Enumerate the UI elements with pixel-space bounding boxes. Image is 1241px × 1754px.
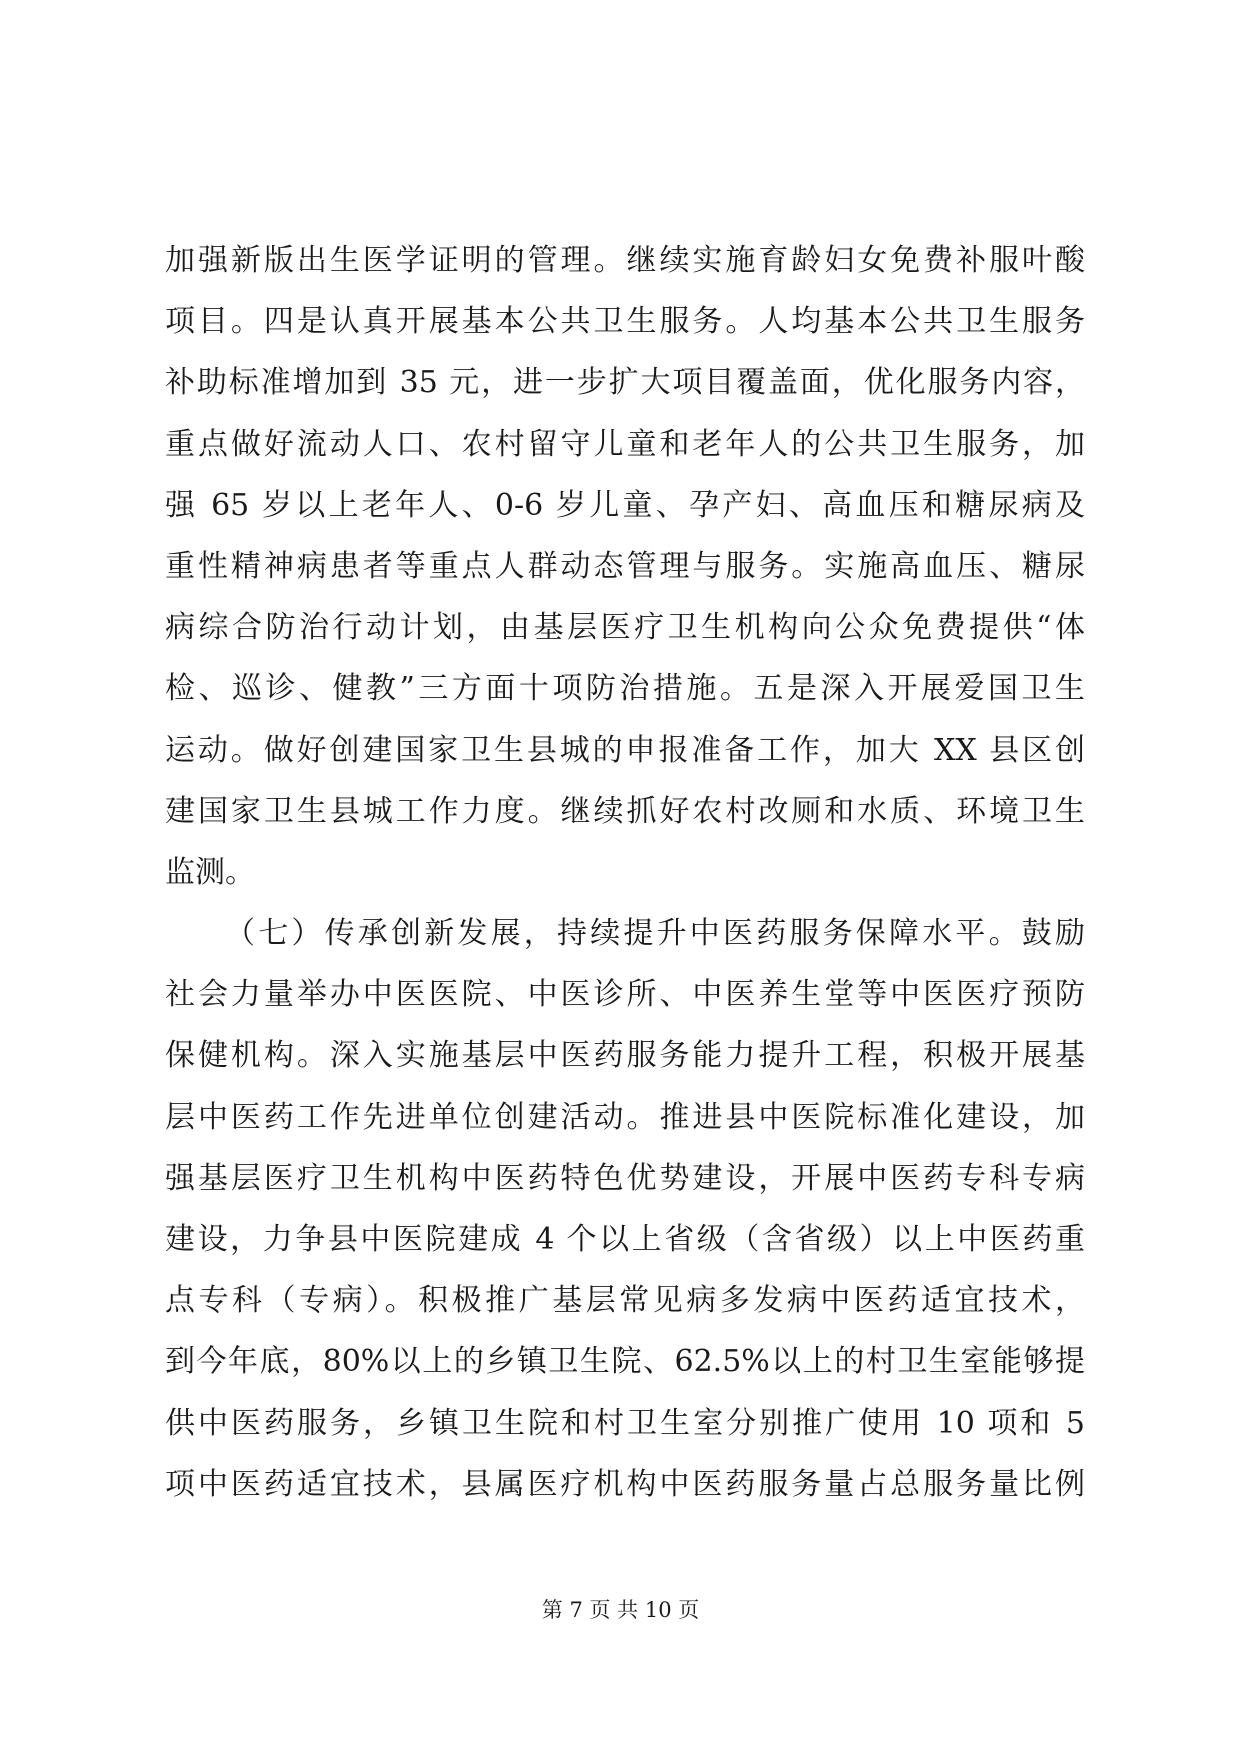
body-text <box>165 230 1085 1515</box>
text-line: 到今年底，80%以上的乡镇卫生院、62.5%以上的村卫生室能够提 <box>165 1344 1085 1380</box>
paragraph-1 <box>165 230 1085 903</box>
text-line: 项目。四是认真开展基本公共卫生服务。人均基本公共卫生服务 <box>165 304 1085 340</box>
text-line: 建国家卫生县城工作力度。继续抓好农村改厕和水质、环境卫生 <box>165 793 1085 829</box>
text-line: 病综合防治行动计划，由基层医疗卫生机构向公众免费提供“体 <box>165 610 1085 646</box>
text-line: 检、巡诊、健教”三方面十项防治措施。五是深入开展爱国卫生 <box>165 671 1085 707</box>
text-line: 项中医药适宜技术，县属医疗机构中医药服务量占总服务量比例 <box>165 1466 1085 1502</box>
paragraph-2 <box>165 903 1085 1515</box>
paragraph-heading-line: （七）传承创新发展，持续提升中医药服务保障水平。鼓励 <box>225 916 1085 952</box>
text-line: 层中医药工作先进单位创建活动。推进县中医院标准化建设，加 <box>165 1099 1085 1135</box>
text-line: 重性精神病患者等重点人群动态管理与服务。实施高血压、糖尿 <box>165 548 1085 584</box>
text-line: 运动。做好创建国家卫生县城的申报准备工作，加大 XX 县区创 <box>165 732 1085 768</box>
text-line: 保健机构。深入实施基层中医药服务能力提升工程，积极开展基 <box>165 1038 1085 1074</box>
text-line: 强基层医疗卫生机构中医药特色优势建设，开展中医药专科专病 <box>165 1160 1085 1196</box>
page-number-footer: 第 7 页 共 10 页 <box>541 1598 700 1622</box>
text-line: 供中医药服务，乡镇卫生院和村卫生室分别推广使用 10 项和 5 <box>165 1405 1085 1441</box>
text-line: 重点做好流动人口、农村留守儿童和老年人的公共卫生服务，加 <box>165 426 1085 462</box>
text-line: 点专科（专病）。积极推广基层常见病多发病中医药适宜技术， <box>165 1283 1085 1319</box>
text-line: 强 65 岁以上老年人、0-6 岁儿童、孕产妇、高血压和糖尿病及 <box>165 487 1085 523</box>
text-line: 补助标准增加到 35 元，进一步扩大项目覆盖面，优化服务内容， <box>165 365 1085 401</box>
text-line: 监测。 <box>165 854 255 890</box>
text-line: 建设，力争县中医院建成 4 个以上省级（含省级）以上中医药重 <box>165 1222 1085 1257</box>
text-line: 加强新版出生医学证明的管理。继续实施育龄妇女免费补服叶酸 <box>165 243 1085 278</box>
text-line: 社会力量举办中医医院、中医诊所、中医养生堂等中医医疗预防 <box>165 977 1085 1013</box>
